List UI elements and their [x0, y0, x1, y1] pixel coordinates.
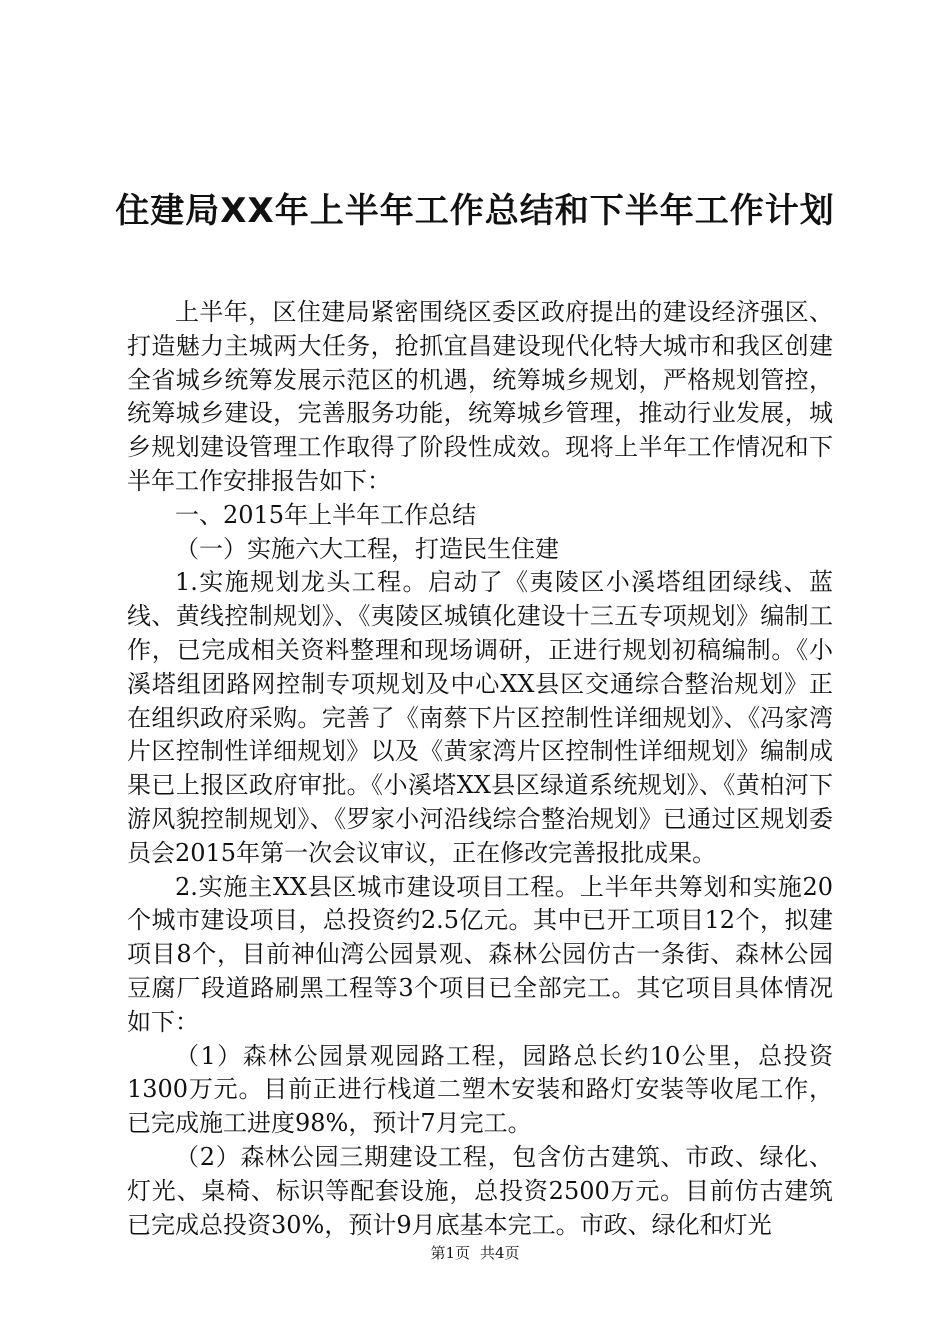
- page-total: 共4页: [480, 1244, 520, 1262]
- page-number: 第1页: [430, 1244, 470, 1262]
- document-body: [127, 296, 833, 1242]
- subsection-heading-1: （一）实施六大工程，打造民生住建: [175, 534, 559, 563]
- document-title: 住建局XX年上半年工作总结和下半年工作计划: [115, 191, 835, 231]
- paragraph-item-1: （1）森林公园景观园路工程，园路总长约10公里，总投资1300万元。目前正进行栈道二塑木安装和路灯安装等收尾工作，已完成施工进度98%，预计7月完工。: [127, 1041, 833, 1138]
- paragraph-intro: 上半年，区住建局紧密围绕区委区政府提出的建设经济强区、打造魅力主城两大任务，抢抓宜昌建设现代化特大城市和我区创建全省城乡统筹发展示范区的机遇，统筹城乡规划，严格规划管控，统筹城乡建设，完善服务功能，统筹城乡管理，推动行业发展，城乡规划建设管理工作取得了阶段性成效。现将上半年工作情况和下半年工作安排报告如下：: [127, 298, 833, 495]
- page-footer: [0, 1243, 950, 1263]
- paragraph-item-2: （2）森林公园三期建设工程，包含仿古建筑、市政、绿化、灯光、桌椅、标识等配套设施，总投资2500万元。目前仿古建筑已完成总投资30%，预计9月底基本完工。市政、绿化和灯光: [127, 1142, 833, 1239]
- paragraph-construction: 2.实施主XX县区城市建设项目工程。上半年共筹划和实施20个城市建设项目，总投资约2.5亿元。其中已开工项目12个，拟建项目8个，目前神仙湾公园景观、森林公园仿古一条街、森林公园豆腐厂段道路刷黑工程等3个项目已全部完工。其它项目具体情况如下：: [127, 872, 833, 1036]
- paragraph-planning: 1.实施规划龙头工程。启动了《夷陵区小溪塔组团绿线、蓝线、黄线控制规划》、《夷陵区城镇化建设十三五专项规划》编制工作，已完成相关资料整理和现场调研，正进行规划初稿编制。《小溪塔组团路网控制专项规划及中心XX县区交通综合整治规划》正在组织政府采购。完善了《南蔡下片区控制性详细规划》、《冯家湾片区控制性详细规划》以及《黄家湾片区控制性详细规划》编制成果已上报区政府审批。《小溪塔XX县区绿道系统规划》、《黄柏河下游风貌控制规划》、《罗家小河沿线综合整治规划》已通过区规划委员会2015年第一次会议审议，正在修改完善报批成果。: [127, 568, 833, 867]
- section-heading-1: 一、2015年上半年工作总结: [175, 500, 477, 529]
